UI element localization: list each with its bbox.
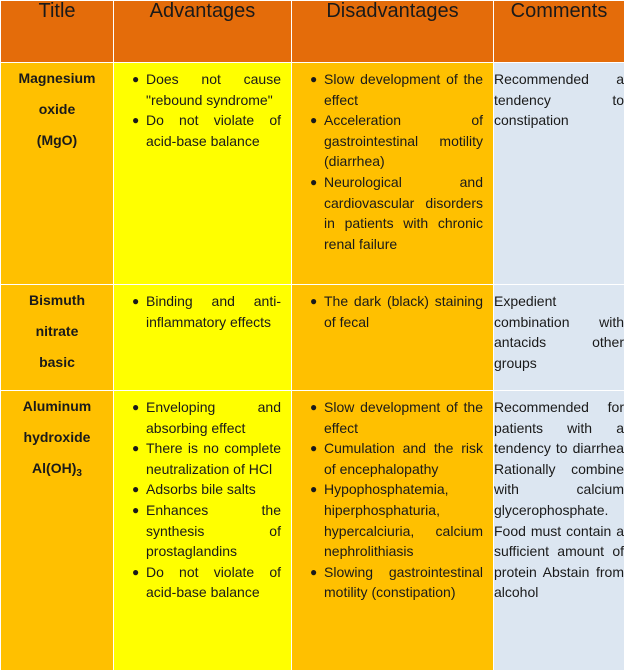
list-item-text: Do not violate of acid-base balance — [146, 564, 281, 601]
bullet-icon: ● — [132, 562, 139, 583]
list-item-text: Hypophosphatemia, hiperphosphaturia, hypercalciuria, calcium nephrolithiasis — [324, 481, 483, 559]
comment-text: Recommended for patients with a tendency to diarrhea Rationally combine with calcium glycerophosphate. Food must contain a sufficient amount of protein Abstain from alcohol — [494, 391, 624, 603]
bullet-icon: ● — [310, 397, 317, 418]
list-item-text: Slow development of the effect — [324, 399, 483, 436]
list-item-text: Acceleration of gastrointestinal motility (diarrhea) — [324, 112, 483, 169]
list-item — [310, 172, 483, 254]
list-item — [132, 110, 281, 151]
table-row — [1, 285, 624, 391]
list-item — [132, 500, 281, 562]
bullet-icon: ● — [310, 172, 317, 193]
header-row — [1, 1, 624, 63]
drug-title-line: nitrate — [36, 323, 79, 339]
list-item-text: Slowing gastrointestinal motility (constipation) — [324, 564, 483, 601]
list-item — [132, 479, 281, 500]
drug-title-line: oxide — [39, 101, 76, 117]
list-item — [132, 438, 281, 479]
bullet-icon: ● — [132, 438, 139, 459]
comment-text: Expedient combination with antacids other groups — [494, 285, 624, 373]
disadvantages-cell — [292, 391, 494, 671]
list-item — [310, 291, 483, 332]
drug-title-line: hydroxide — [24, 429, 91, 445]
bullet-icon: ● — [310, 291, 317, 312]
header-disadvantages: Disadvantages — [292, 1, 494, 63]
advantages-cell — [114, 391, 292, 671]
drug-title-line: Bismuth — [29, 292, 85, 308]
list-item — [310, 110, 483, 172]
drug-title-cell — [1, 63, 114, 285]
list-item-text: Cumulation and the risk of encephalopathy — [324, 440, 483, 477]
comment-text: Recommended a tendency to constipation — [494, 63, 624, 131]
list-item-text: Binding and anti-inflammatory effects — [146, 293, 281, 330]
disadvantages-cell — [292, 285, 494, 391]
drug-title-line: Al(OH) — [32, 460, 76, 476]
list-item — [132, 562, 281, 603]
bullet-icon: ● — [310, 438, 317, 459]
drug-title-cell — [1, 285, 114, 391]
drug-title-line: Aluminum — [23, 398, 91, 414]
list-item-text: Slow development of the effect — [324, 71, 483, 108]
comments-cell — [494, 391, 624, 671]
drug-title-line: (MgO) — [37, 132, 77, 148]
drug-title-cell — [1, 391, 114, 671]
list-item — [310, 397, 483, 438]
list-item-text: Neurological and cardiovascular disorders in patients with chronic renal failure — [324, 174, 483, 252]
header-advantages: Advantages — [114, 1, 292, 63]
bullet-icon: ● — [310, 562, 317, 583]
bullet-icon: ● — [310, 479, 317, 500]
comments-cell — [494, 63, 624, 285]
bullet-icon: ● — [132, 291, 139, 312]
list-item — [310, 562, 483, 603]
bullet-icon: ● — [132, 479, 139, 500]
list-item — [132, 397, 281, 438]
list-item-text: Does not cause "rebound syndrome" — [146, 71, 281, 108]
comments-cell — [494, 285, 624, 391]
list-item-text: Enveloping and absorbing effect — [146, 399, 281, 436]
header-title: Title — [1, 1, 114, 63]
bullet-icon: ● — [132, 110, 139, 131]
list-item-text: Enhances the synthesis of prostaglandins — [146, 502, 281, 559]
table-row — [1, 391, 624, 671]
advantages-cell — [114, 285, 292, 391]
bullet-icon: ● — [310, 69, 317, 90]
list-item-text: The dark (black) staining of fecal — [324, 293, 483, 330]
bullet-icon: ● — [132, 397, 139, 418]
list-item — [310, 69, 483, 110]
list-item-text: Adsorbs bile salts — [146, 481, 256, 497]
list-item — [310, 479, 483, 561]
bullet-icon: ● — [132, 500, 139, 521]
drug-title-line: Magnesium — [18, 70, 95, 86]
advantages-cell — [114, 63, 292, 285]
list-item — [132, 69, 281, 110]
table-row — [1, 63, 624, 285]
list-item-text: Do not violate of acid-base balance — [146, 112, 281, 149]
list-item — [310, 438, 483, 479]
list-item — [132, 291, 281, 332]
bullet-icon: ● — [310, 110, 317, 131]
bullet-icon: ● — [132, 69, 139, 90]
list-item-text: There is no complete neutralization of HCl — [146, 440, 281, 477]
disadvantages-cell — [292, 63, 494, 285]
header-comments: Comments — [494, 1, 624, 63]
drug-title-line: basic — [39, 354, 75, 370]
subscript-3: 3 — [76, 468, 82, 479]
